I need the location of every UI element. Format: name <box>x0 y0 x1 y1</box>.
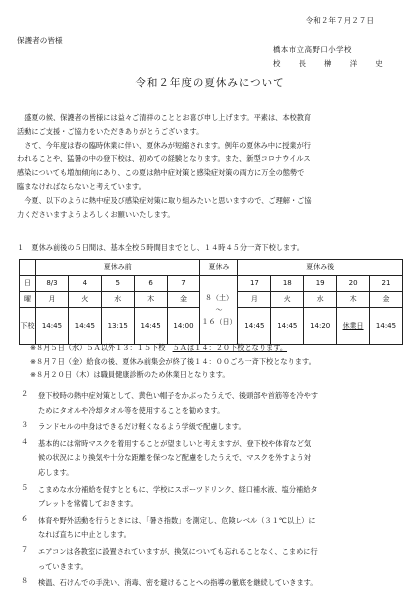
greeting-line: 盛夏の候、保護者の皆様には益々ご清祥のこととお喜び申し上げます。平素は、本校教育 <box>24 113 312 122</box>
item-number: ３ <box>21 420 29 430</box>
day-cell: 18 <box>271 276 304 292</box>
schedule-notice: １ 夏休み前後の５日間は、基本全校５時間目までとし、１４時４５分一斉下校します。 <box>17 243 304 252</box>
intro-line: さて、今年度は春の臨時休業に伴い、夏休みが短縮されます。例年の夏休み中に授業が行 <box>24 140 311 150</box>
body-text <box>17 111 405 221</box>
item-number: ７ <box>21 544 29 554</box>
weekday-cell: 月 <box>36 292 69 308</box>
during-tilde: ～ <box>215 306 223 314</box>
list-item: ６ 体育や野外活動を行うときには、「暑さ指数」を測定し、危険レベル（３１℃以上）に なれば直ちに中止とします。 <box>21 514 403 543</box>
day-cell: 21 <box>370 276 403 292</box>
day-cell: 19 <box>304 276 337 292</box>
dismissal-time-cell: 14:45 <box>68 308 101 345</box>
day-cell: 20 <box>337 276 370 292</box>
weekday-cell: 火 <box>271 292 304 308</box>
item-number: ４ <box>21 436 29 446</box>
intro-line: 感染についても増加傾向にあり、この夏は熱中症対策と感染症対策の両方に万全の態勢で <box>17 168 305 178</box>
school-name: 橋本市立高野口小学校 <box>273 45 352 54</box>
dismissal-time-cell: 14:45 <box>271 308 304 345</box>
weekday-cell: 金 <box>370 292 403 308</box>
weekday-cell: 火 <box>68 292 101 308</box>
schedule-notes <box>30 341 316 382</box>
during-range-cell <box>200 276 238 345</box>
day-cell: 6 <box>134 276 167 292</box>
dismissal-time-cell: 14:00 <box>167 308 200 345</box>
measures-list <box>21 389 403 593</box>
principal-name: 校 長 榊 洋 史 <box>273 59 389 68</box>
list-item: ５ こまめな水分補給を促すとともに、学校にスポーツドリンク、経口補水液、塩分補給タ ブレットを常備しておきます。 <box>21 483 403 512</box>
row-label-dismissal: 下校 <box>20 308 36 345</box>
request-line: 力くださいますようよろしくお願いいたします。 <box>17 209 175 219</box>
during-to: １６（日） <box>201 318 237 326</box>
item-number: ５ <box>21 482 29 492</box>
table-corner <box>20 260 36 276</box>
weekday-cell: 金 <box>167 292 200 308</box>
item-number: ２ <box>21 389 29 398</box>
weekday-cell: 月 <box>238 292 271 308</box>
weekday-cell: 水 <box>304 292 337 308</box>
list-item: ４ 基本的には常時マスクを着用することが望ましいと考えますが、登下校や体育など気 候の状況により換気や十分な距離を保つなど配慮をしたうえで、マスクを外すよう対 応します。 <box>21 437 403 481</box>
list-item: ７ エアコンは各教室に設置されていますが、換気についても忘れることなく、こまめに行 っていきます。 <box>21 545 403 574</box>
after-header: 夏休み後 <box>238 260 403 276</box>
day-cell: 8/3 <box>36 276 69 292</box>
day-cell: 7 <box>167 276 200 292</box>
request-line: 今夏、以下のように熱中症及び感染症対策に取り組みたいと思いますので、ご理解・ご協 <box>24 195 312 205</box>
document-title: 令和２年度の夏休みについて <box>135 77 285 89</box>
intro-line: 臨まなければならないと考えています。 <box>17 181 146 191</box>
intro-line: われることや、猛暑の中の登下校は、初めての経験となります。また、新型コロナウイルス <box>17 154 311 164</box>
row-label-day: 日 <box>20 276 36 292</box>
issue-date: 令和２年７月２７日 <box>305 16 374 25</box>
weekday-cell: 木 <box>337 292 370 308</box>
dismissal-time-cell: 14:45 <box>36 308 69 345</box>
list-item: ２ 登下校時の熱中症対策として、黄色い帽子をかぶったうえで、後頭部や首筋等を冷やす ためにタオルや冷却タオル等を使用することを勧めます。 <box>21 389 403 418</box>
item-number: ８ <box>21 576 29 586</box>
day-cell: 4 <box>68 276 101 292</box>
weekday-cell: 木 <box>134 292 167 308</box>
note-line: ※８月２０日（木）は職員健康診断のため休業日となります。 <box>30 370 230 380</box>
schedule-table <box>19 259 403 345</box>
list-item: ８ 検温、石けんでの手洗い、消毒、密を避けることへの指導の徹底を継続していきます。 <box>21 576 403 591</box>
dismissal-time-cell: 14:45 <box>134 308 167 345</box>
during-from: ８（土） <box>204 294 233 302</box>
day-cell: 5 <box>101 276 134 292</box>
dismissal-time-cell: 14:45 <box>238 308 271 345</box>
dismissal-time-cell: 14:45 <box>370 308 403 345</box>
recipient: 保護者の皆様 <box>17 36 63 45</box>
note-underlined: ５Ａは１４：２０下校となります。 <box>172 343 288 352</box>
note-line: ※８月５日（水）５Ａ以外１３：１５下校 ５Ａは１４：２０下校となります。 <box>30 343 288 352</box>
day-cell: 17 <box>238 276 271 292</box>
note-line: ※８月７日（金）給食の後、夏休み前集会が終了後１４：００ごろ一斉下校となります。 <box>30 356 316 366</box>
row-label-weekday: 曜 <box>20 292 36 308</box>
dismissal-time-cell: 13:15 <box>101 308 134 345</box>
greeting-line: 活動にご支援・ご協力をいただきありがとうございます。 <box>17 126 204 136</box>
before-header: 夏休み前 <box>36 260 200 276</box>
dismissal-time-cell: 14:20 <box>304 308 337 345</box>
list-item: ３ ランドセルの中身はできるだけ軽くなるよう学級で配慮します。 <box>21 420 403 435</box>
dismissal-time-cell: 休業日 <box>337 308 370 345</box>
during-header: 夏休み <box>200 260 238 276</box>
item-number: ６ <box>21 513 29 523</box>
weekday-cell: 水 <box>101 292 134 308</box>
